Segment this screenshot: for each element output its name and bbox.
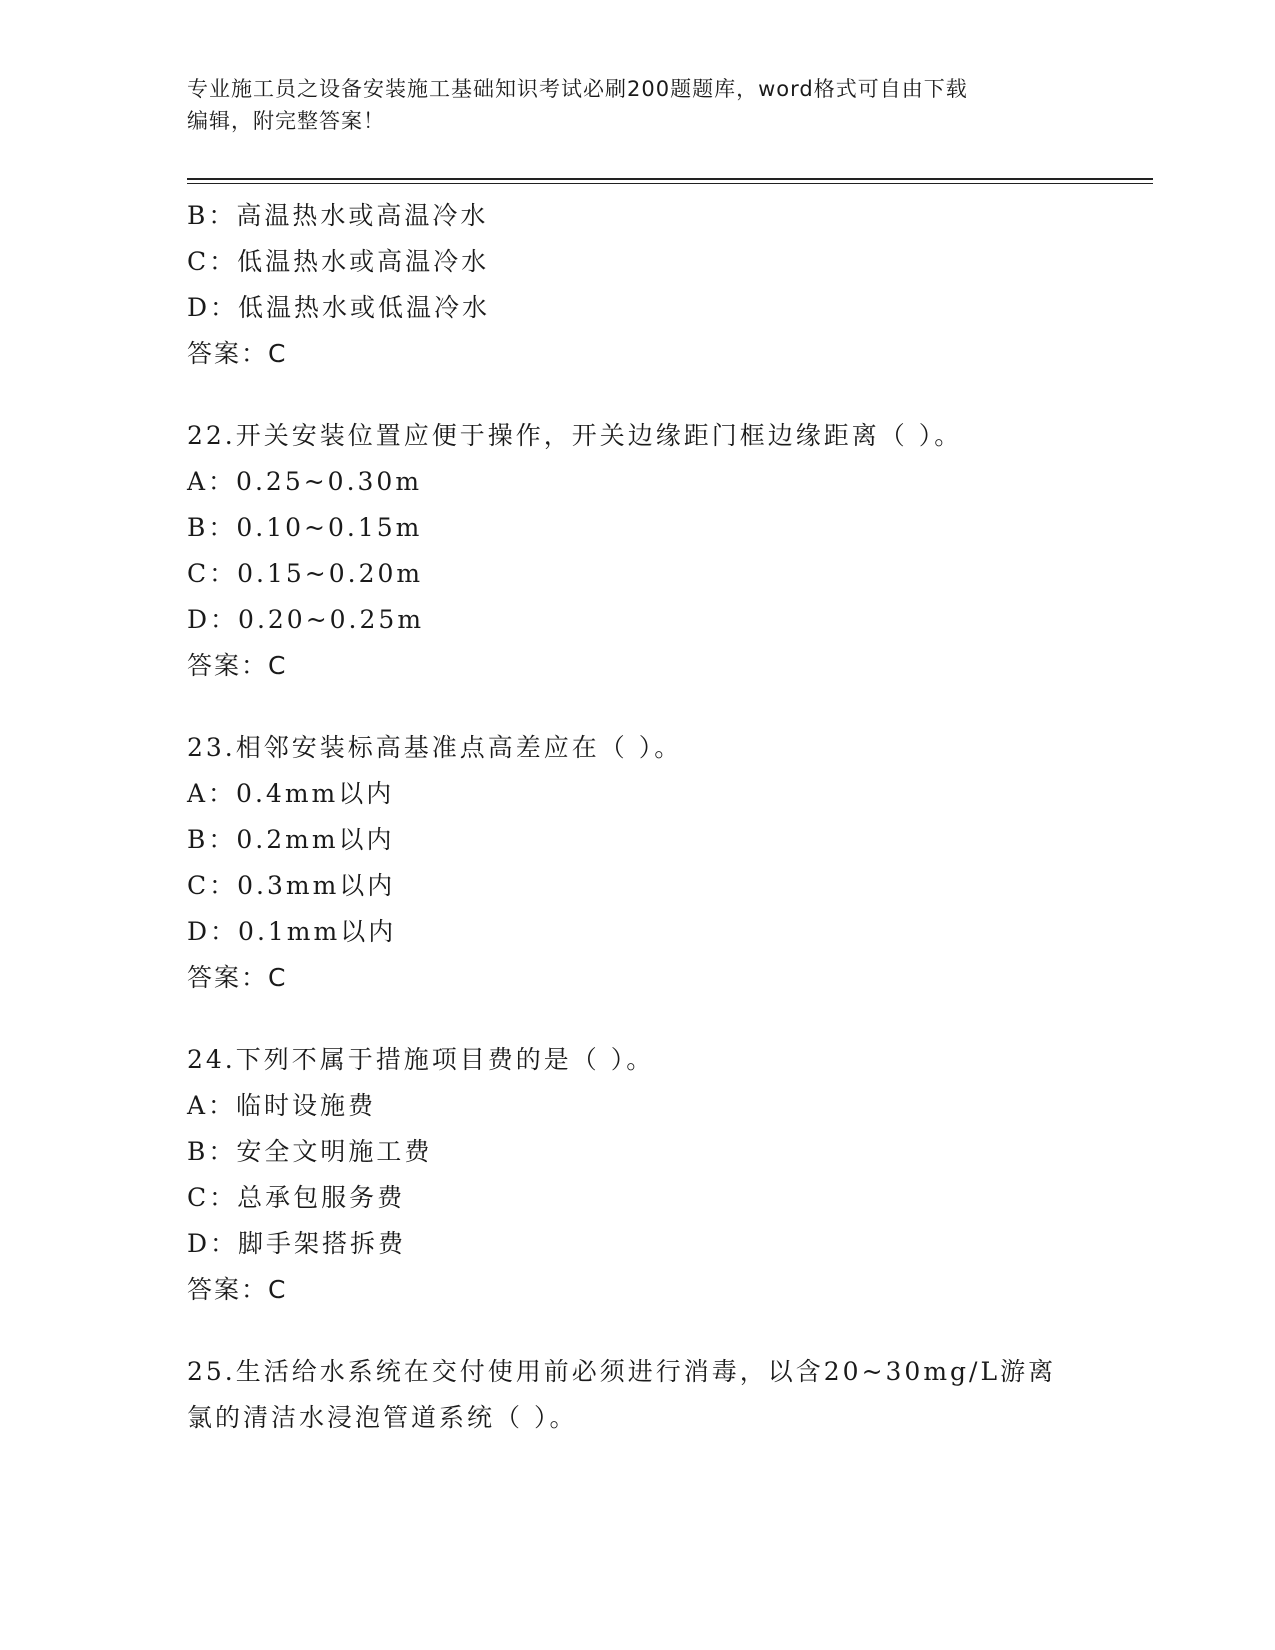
answer-line: 答案：C	[187, 1275, 288, 1304]
header-divider	[187, 178, 1153, 180]
option-b: B：0.10~0.15m	[187, 513, 423, 542]
option-b: B：高温热水或高温冷水	[187, 201, 489, 230]
question-21	[187, 193, 1087, 377]
header-title-line1: 专业施工员之设备安装施工基础知识考试必刷200题题库，word格式可自由下载	[187, 77, 968, 101]
option-b: B：安全文明施工费	[187, 1137, 433, 1166]
option-d: D：脚手架搭拆费	[187, 1229, 407, 1258]
option-c: C：0.15~0.20m	[187, 559, 424, 588]
answer-line: 答案：C	[187, 963, 288, 992]
question-text: 23.相邻安装标高基准点高差应在（ ）。	[187, 733, 683, 762]
question-24	[187, 1037, 1087, 1313]
option-c: C：0.3mm以内	[187, 871, 396, 900]
option-c: C：总承包服务费	[187, 1183, 406, 1212]
header-title-line2: 编辑，附完整答案！	[187, 109, 385, 133]
option-b: B：0.2mm以内	[187, 825, 395, 854]
question-text: 22.开关安装位置应便于操作，开关边缘距门框边缘距离（ ）。	[187, 421, 963, 450]
answer-line: 答案：C	[187, 651, 288, 680]
question-text: 24.下列不属于措施项目费的是（ ）。	[187, 1045, 655, 1074]
header-divider-thin	[187, 183, 1153, 184]
option-a: A：0.25~0.30m	[187, 467, 423, 496]
option-d: D：0.1mm以内	[187, 917, 397, 946]
question-22	[187, 413, 1087, 689]
option-d: D：0.20~0.25m	[187, 605, 425, 634]
question-list	[187, 193, 1087, 1441]
question-25	[187, 1349, 1087, 1441]
question-23	[187, 725, 1087, 1001]
option-a: A：临时设施费	[187, 1091, 377, 1120]
answer-line: 答案：C	[187, 339, 288, 368]
option-d: D：低温热水或低温冷水	[187, 293, 491, 322]
option-c: C：低温热水或高温冷水	[187, 247, 490, 276]
option-a: A：0.4mm以内	[187, 779, 395, 808]
document-header	[187, 73, 1087, 137]
question-text: 25.生活给水系统在交付使用前必须进行消毒，以含20~30mg/L游离氯的清洁水浸泡管道系统（ ）。	[187, 1357, 1057, 1432]
